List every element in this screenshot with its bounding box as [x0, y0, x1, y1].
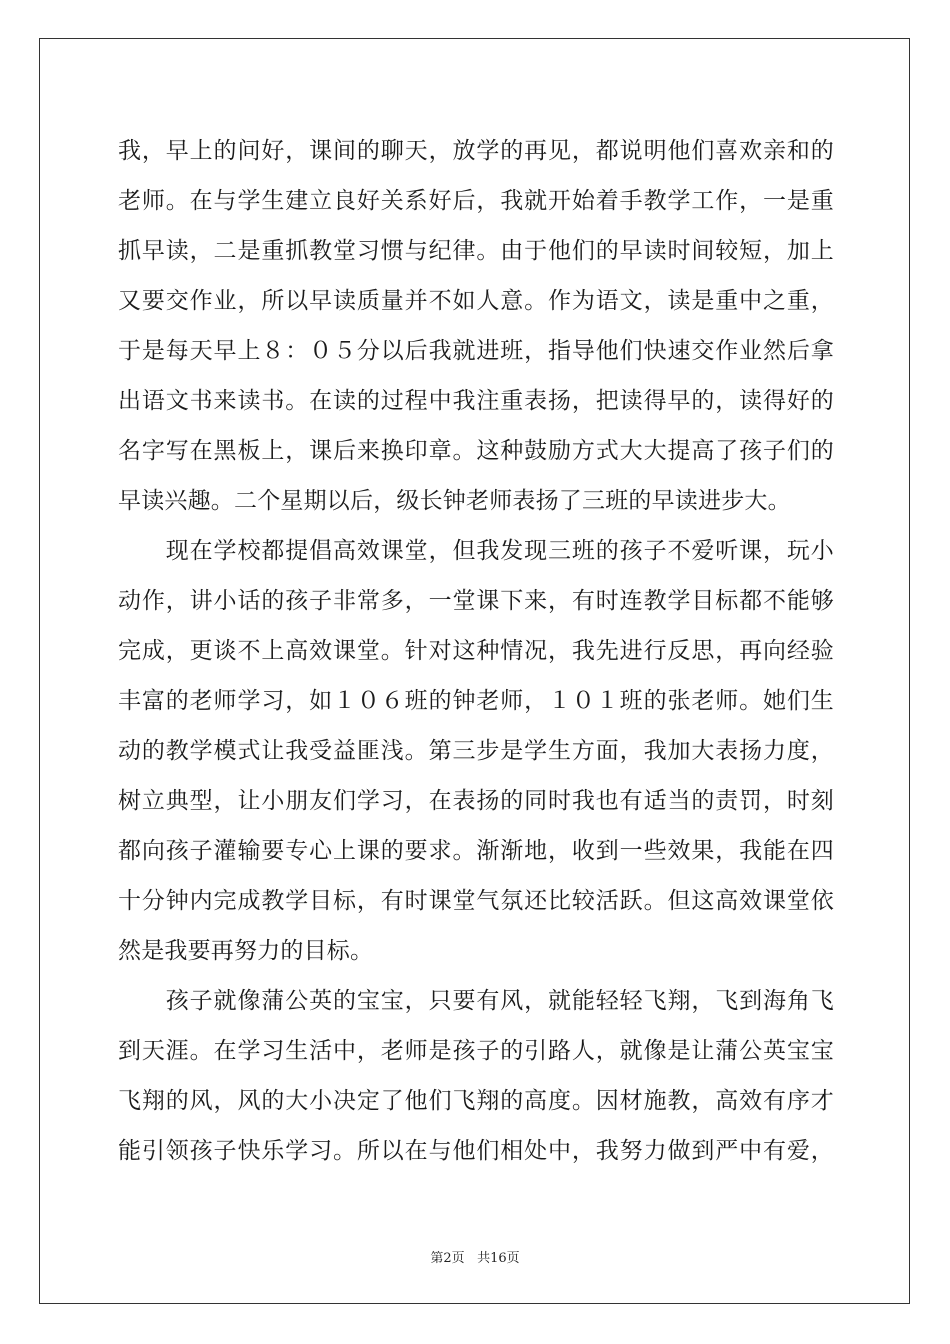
text-line: 孩子就像蒲公英的宝宝，只要有风，就能轻轻飞翔，飞到海角飞 — [118, 988, 834, 1014]
text-line: 名字写在黑板上，课后来换印章。这种鼓励方式大大提高了孩子们的 — [118, 438, 834, 464]
text-line: 然是我要再努力的目标。 — [118, 938, 374, 964]
text-line: 完成，更谈不上高效课堂。针对这种情况，我先进行反思，再向经验 — [118, 638, 834, 664]
page-total: 共16页 — [477, 1251, 520, 1266]
text-line: 现在学校都提倡高效课堂，但我发现三班的孩子不爱听课，玩小 — [118, 538, 834, 564]
text-line: 我，早上的问好，课间的聊天，放学的再见，都说明他们喜欢亲和的 — [118, 138, 834, 164]
page-footer — [0, 1247, 950, 1266]
text-line: 抓早读，二是重抓教堂习惯与纪律。由于他们的早读时间较短，加上 — [118, 238, 834, 264]
text-line: 飞翔的风，风的大小决定了他们飞翔的高度。因材施教，高效有序才 — [118, 1088, 834, 1114]
text-line: 又要交作业，所以早读质量并不如人意。作为语文，读是重中之重， — [118, 288, 834, 314]
text-line: 树立典型，让小朋友们学习，在表扬的同时我也有适当的责罚，时刻 — [118, 788, 834, 814]
text-line: 动的教学模式让我受益匪浅。第三步是学生方面，我加大表扬力度， — [118, 738, 834, 764]
text-line: 出语文书来读书。在读的过程中我注重表扬，把读得早的，读得好的 — [118, 388, 834, 414]
text-line: 老师。在与学生建立良好关系好后，我就开始着手教学工作，一是重 — [118, 188, 834, 214]
text-line: 能引领孩子快乐学习。所以在与他们相处中，我努力做到严中有爱， — [118, 1138, 834, 1164]
text-line: 十分钟内完成教学目标，有时课堂气氛还比较活跃。但这高效课堂依 — [118, 888, 834, 914]
text-line: 都向孩子灌输要专心上课的要求。渐渐地，收到一些效果，我能在四 — [118, 838, 834, 864]
document-body — [118, 126, 834, 1176]
text-line: 早读兴趣。二个星期以后，级长钟老师表扬了三班的早读进步大。 — [118, 488, 791, 514]
text-line: 丰富的老师学习，如１０６班的钟老师，１０１班的张老师。她们生 — [118, 688, 834, 714]
text-line: 到天涯。在学习生活中，老师是孩子的引路人，就像是让蒲公英宝宝 — [118, 1038, 834, 1064]
page-number: 第2页 — [430, 1251, 465, 1266]
text-line: 动作，讲小话的孩子非常多，一堂课下来，有时连教学目标都不能够 — [118, 588, 834, 614]
text-line: 于是每天早上８：０５分以后我就进班，指导他们快速交作业然后拿 — [118, 338, 834, 364]
